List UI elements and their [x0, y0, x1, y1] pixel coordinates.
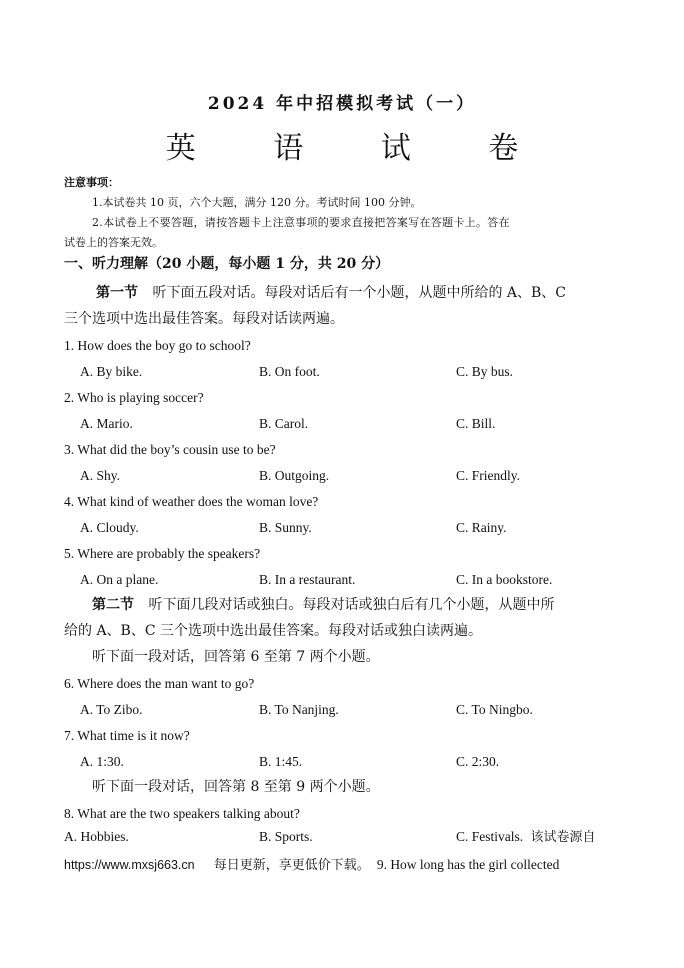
- question-5: 5. Where are probably the speakers?: [64, 546, 261, 561]
- q2-option-a: A. Mario.: [80, 416, 133, 431]
- q7-option-b: B. 1:45.: [259, 754, 303, 769]
- question-2: 2. Who is playing soccer?: [64, 390, 204, 405]
- q8-option-a: A. Hobbies.: [64, 829, 129, 844]
- promo-text: 每日更新，享更低价下载。: [213, 858, 370, 873]
- q8-option-c: C. Festivals.: [456, 829, 524, 844]
- section2-instructions-cont: 给的 A、B、C 三个选项中选出最佳答案。每段对话或独白读两遍。: [64, 623, 483, 639]
- question-1: 1. How does the boy go to school?: [64, 338, 251, 353]
- part-heading-text: 一、听力理解（20 小题，每小题 1 分，共 20 分）: [64, 256, 390, 272]
- notice-item-2: 2.本试卷上不要答题，请按答题卡上注意事项的要求直接把答案写在答题卡上。答在: [92, 216, 510, 229]
- section1-instructions-cont: 三个选项中选出最佳答案。每段对话读两遍。: [64, 311, 344, 327]
- section2-label: 第二节: [92, 597, 134, 613]
- dialog1-intro: 听下面一段对话，回答第 6 至第 7 两个小题。: [92, 649, 380, 665]
- q6-option-c: C. To Ningbo.: [456, 702, 533, 717]
- q3-option-c: C. Friendly.: [456, 468, 520, 483]
- q8-option-b: B. Sports.: [259, 829, 313, 844]
- q3-option-a: A. Shy.: [80, 468, 121, 483]
- q1-option-c: C. By bus.: [456, 364, 514, 379]
- question-4: 4. What kind of weather does the woman love?: [64, 494, 319, 509]
- question-6: 6. Where does the man want to go?: [64, 676, 255, 691]
- q1-option-b: B. On foot.: [259, 364, 320, 379]
- q3-option-b: B. Outgoing.: [259, 468, 330, 483]
- q5-option-b: B. In a restaurant.: [259, 572, 356, 587]
- source-note: 该试卷源自: [530, 830, 596, 845]
- question-8: 8. What are the two speakers talking about?: [64, 806, 300, 821]
- q7-option-c: C. 2:30.: [456, 754, 500, 769]
- section1-text: 听下面五段对话。每段对话后有一个小题，从题中所给的 A、B、C: [152, 285, 567, 301]
- question-9-partial: 9. How long has the girl collected: [376, 857, 560, 872]
- section2-instructions: [92, 598, 554, 612]
- dialog2-intro: 听下面一段对话，回答第 8 至第 9 两个小题。: [92, 779, 380, 795]
- q2-option-c: C. Bill.: [456, 416, 496, 431]
- notice-heading: 注意事项：: [64, 176, 119, 189]
- q2-option-b: B. Carol.: [259, 416, 309, 431]
- notice-item-1: 1.本试卷共 10 页，六个大题，满分 120 分。考试时间 100 分钟。: [92, 196, 422, 209]
- subject-title: 英 语 试 卷: [165, 131, 553, 166]
- section1-label: 第一节: [96, 285, 138, 301]
- q6-option-b: B. To Nanjing.: [259, 702, 339, 717]
- q4-option-c: C. Rainy.: [456, 520, 507, 535]
- question-7: 7. What time is it now?: [64, 728, 190, 743]
- exam-title: 2024 年中招模拟考试（一）: [207, 94, 477, 114]
- q1-option-a: A. By bike.: [80, 364, 143, 379]
- question-3: 3. What did the boy’s cousin use to be?: [64, 442, 276, 457]
- source-url[interactable]: https://www.mxsj663.cn: [64, 858, 195, 872]
- part-heading: [64, 257, 389, 271]
- notice-item-2-cont: 试卷上的答案无效。: [64, 236, 163, 249]
- q4-option-a: A. Cloudy.: [80, 520, 139, 535]
- q5-option-a: A. On a plane.: [80, 572, 159, 587]
- q5-option-c: C. In a bookstore.: [456, 572, 553, 587]
- q6-option-a: A. To Zibo.: [80, 702, 143, 717]
- footer-line: [64, 856, 559, 872]
- section1-instructions: [96, 286, 566, 300]
- q4-option-b: B. Sunny.: [259, 520, 312, 535]
- section2-text: 听下面几段对话或独白。每段对话或独白后有几个小题，从题中所: [148, 597, 555, 613]
- q7-option-a: A. 1:30.: [80, 754, 124, 769]
- q8-option-c-line: [456, 830, 596, 844]
